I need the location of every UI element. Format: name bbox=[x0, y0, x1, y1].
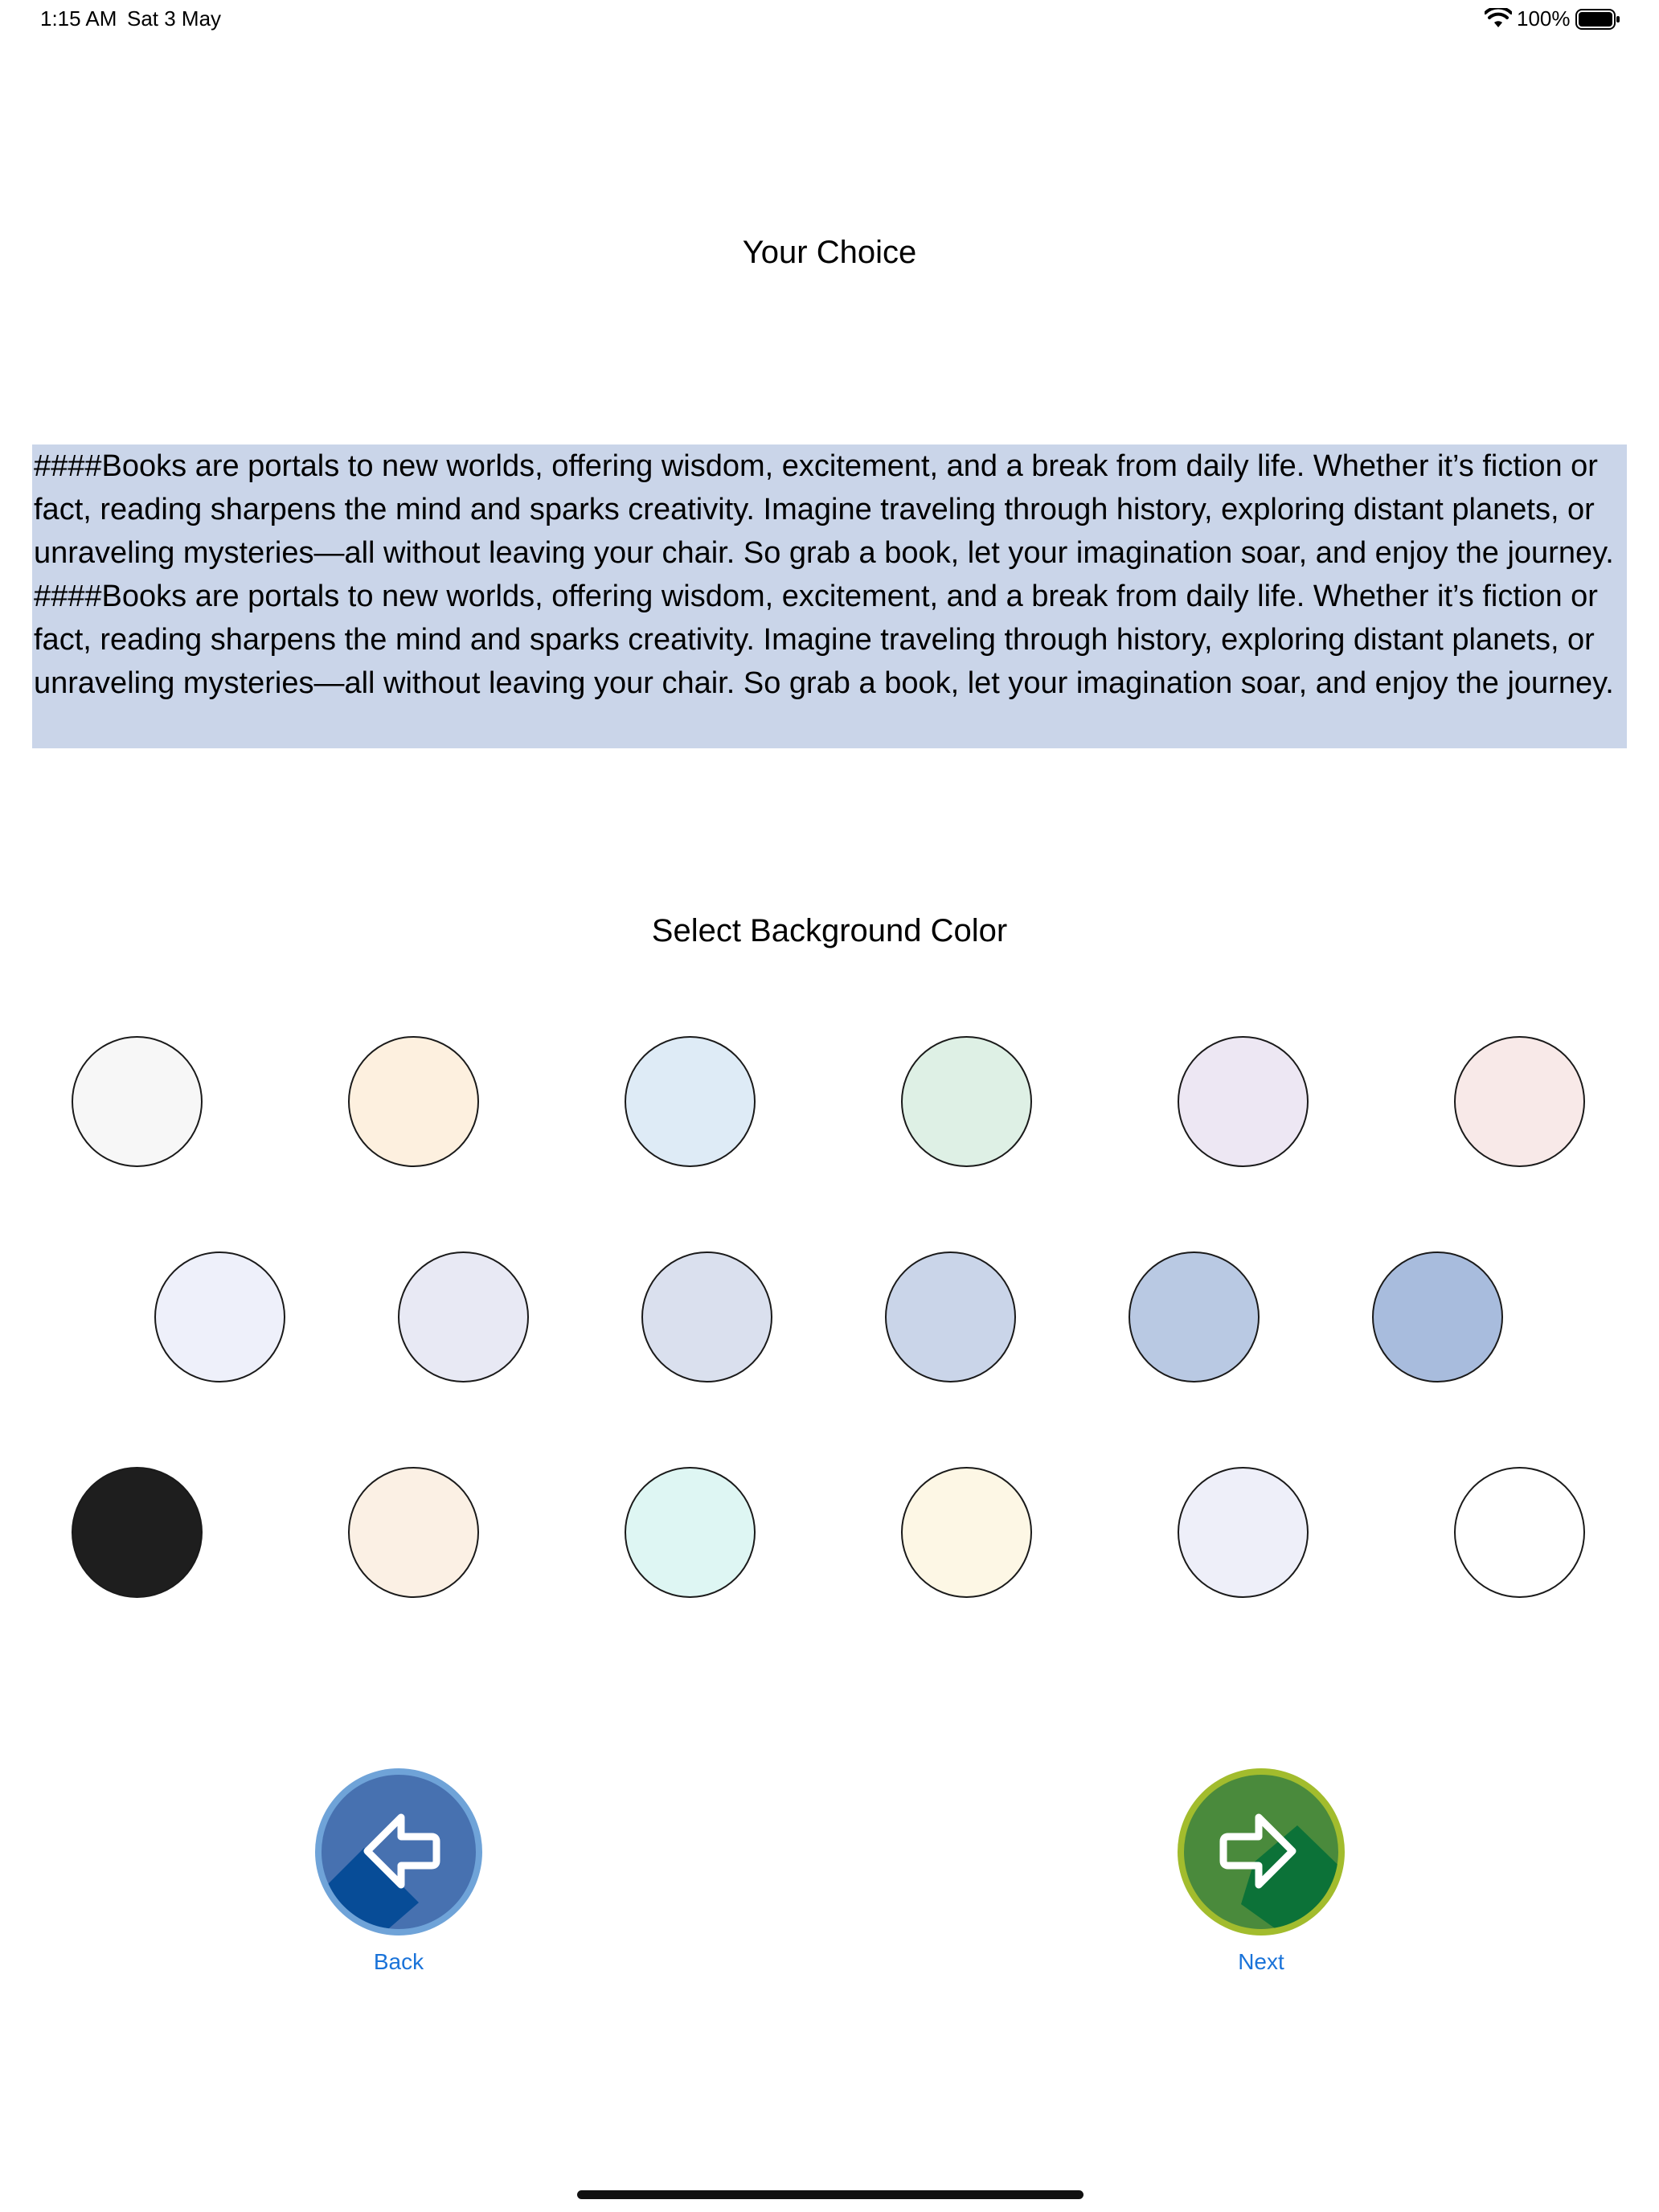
color-swatch-row3-3[interactable] bbox=[625, 1467, 756, 1598]
status-bar bbox=[0, 0, 1659, 39]
back-button[interactable] bbox=[314, 1768, 483, 1936]
color-swatch-row2-5[interactable] bbox=[1129, 1251, 1260, 1382]
color-swatch-row3-6[interactable] bbox=[1454, 1467, 1585, 1598]
color-swatch-row1-3[interactable] bbox=[625, 1036, 756, 1167]
status-time: 1:15 AM bbox=[40, 6, 117, 31]
color-swatch-row2-4[interactable] bbox=[885, 1251, 1016, 1382]
color-swatch-row3-1[interactable] bbox=[72, 1467, 203, 1598]
color-swatch-row2-6[interactable] bbox=[1372, 1251, 1503, 1382]
status-date: Sat 3 May bbox=[127, 6, 222, 31]
next-label[interactable]: Next bbox=[1238, 1949, 1284, 1974]
color-swatch-row1-1[interactable] bbox=[72, 1036, 203, 1167]
home-indicator[interactable] bbox=[577, 2190, 1083, 2199]
battery-icon bbox=[1575, 8, 1620, 31]
preview-text: ####Books are portals to new worlds, offering wisdom, excitement, and a break from daily life. Whether it’s fiction or fact, reading sharpens the mind and sparks creativity. Imagine traveling through history, exploring distant planets, or unraveling mysteries—all without leaving your chair. So grab a book, let your imagination soar, and enjoy the journey. ####Books are portals to new worlds, offering wisdom, excitement, and a break from daily life. Whether it’s fiction or fact, reading sharpens the mind and sparks creativity. Imagine traveling through history, exploring distant planets, or unraveling mysteries—all without leaving your chair. So grab a book, let your imagination soar, and enjoy the journey. bbox=[32, 444, 1627, 748]
color-swatch-row3-4[interactable] bbox=[901, 1467, 1032, 1598]
wifi-icon bbox=[1485, 8, 1512, 29]
color-swatch-row3-2[interactable] bbox=[348, 1467, 479, 1598]
back-label[interactable]: Back bbox=[373, 1949, 424, 1974]
section-label: Select Background Color bbox=[651, 913, 1008, 948]
color-swatch-row2-2[interactable] bbox=[398, 1251, 529, 1382]
battery-percentage: 100% bbox=[1517, 6, 1571, 31]
color-swatch-row1-5[interactable] bbox=[1178, 1036, 1309, 1167]
next-button[interactable] bbox=[1177, 1768, 1346, 1936]
color-swatch-row2-3[interactable] bbox=[641, 1251, 772, 1382]
color-swatch-row1-6[interactable] bbox=[1454, 1036, 1585, 1167]
page-title: Your Choice bbox=[742, 235, 917, 270]
color-swatch-row1-2[interactable] bbox=[348, 1036, 479, 1167]
color-swatch-row3-5[interactable] bbox=[1178, 1467, 1309, 1598]
color-swatch-row1-4[interactable] bbox=[901, 1036, 1032, 1167]
color-swatch-row2-1[interactable] bbox=[154, 1251, 285, 1382]
